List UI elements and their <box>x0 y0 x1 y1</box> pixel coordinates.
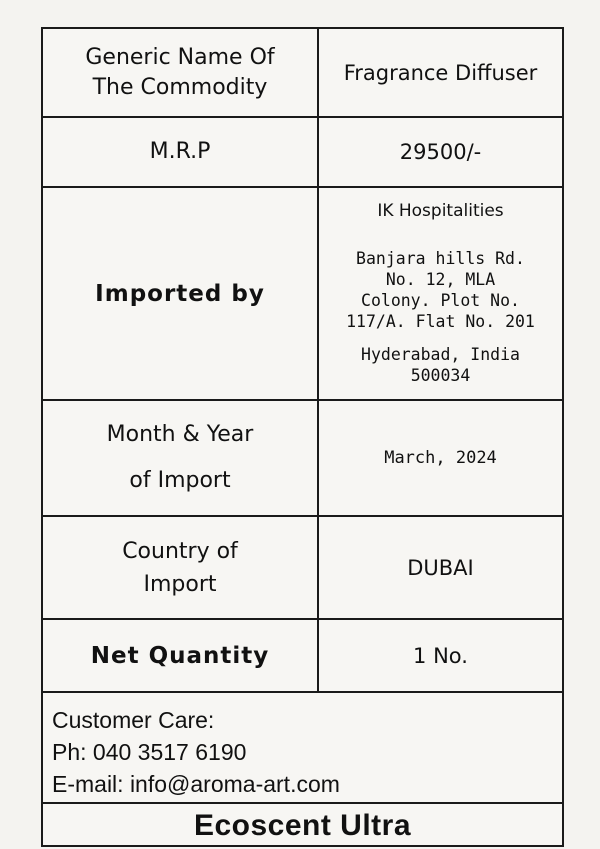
address-city <box>321 344 560 386</box>
country-label-line1: Country of <box>122 538 238 564</box>
country-value: DUBAI <box>318 516 562 619</box>
customer-care-email: E-mail: info@aroma-art.com <box>52 771 340 797</box>
month-year-label-line2: of Import <box>129 468 231 493</box>
imported-by-label: Imported by <box>43 187 318 400</box>
address-line-3: Colony. Plot No. <box>361 291 520 310</box>
row-generic-name <box>43 29 562 117</box>
row-month-year <box>43 400 562 516</box>
customer-care-title: Customer Care: <box>52 707 215 733</box>
row-imported-by <box>43 187 562 400</box>
customer-care <box>43 692 562 802</box>
address-line-2: No. 12, MLA <box>385 270 496 289</box>
country-label <box>43 516 318 619</box>
spec-table <box>43 29 562 693</box>
row-country <box>43 516 562 619</box>
generic-name-label-line1: Generic Name Of <box>85 44 275 70</box>
net-quantity-value: 1 No. <box>318 619 562 692</box>
address-line-1: Banjara hills Rd. <box>356 249 525 268</box>
mrp-label: M.R.P <box>43 117 318 187</box>
customer-care-phone: Ph: 040 3517 6190 <box>52 739 247 765</box>
address-line-4: 117/A. Flat No. 201 <box>346 312 535 331</box>
address-postcode: 500034 <box>410 366 471 385</box>
generic-name-label <box>43 29 318 117</box>
country-label-line2: Import <box>143 571 217 597</box>
row-mrp <box>43 117 562 187</box>
address-city-line1: Hyderabad, India <box>361 345 520 364</box>
generic-name-label-line2: The Commodity <box>92 74 268 100</box>
generic-name-value: Fragrance Diffuser <box>318 29 562 117</box>
row-net-quantity <box>43 619 562 692</box>
mrp-value: 29500/- <box>318 117 562 187</box>
importer-company: IK Hospitalities <box>377 201 504 221</box>
brand-name: Ecoscent Ultra <box>43 802 562 845</box>
product-label <box>41 27 564 847</box>
net-quantity-label: Net Quantity <box>43 619 318 692</box>
month-year-label-line1: Month & Year <box>106 422 254 447</box>
month-year-label <box>43 400 318 516</box>
month-year-value: March, 2024 <box>318 400 562 516</box>
importer-address <box>318 187 562 400</box>
